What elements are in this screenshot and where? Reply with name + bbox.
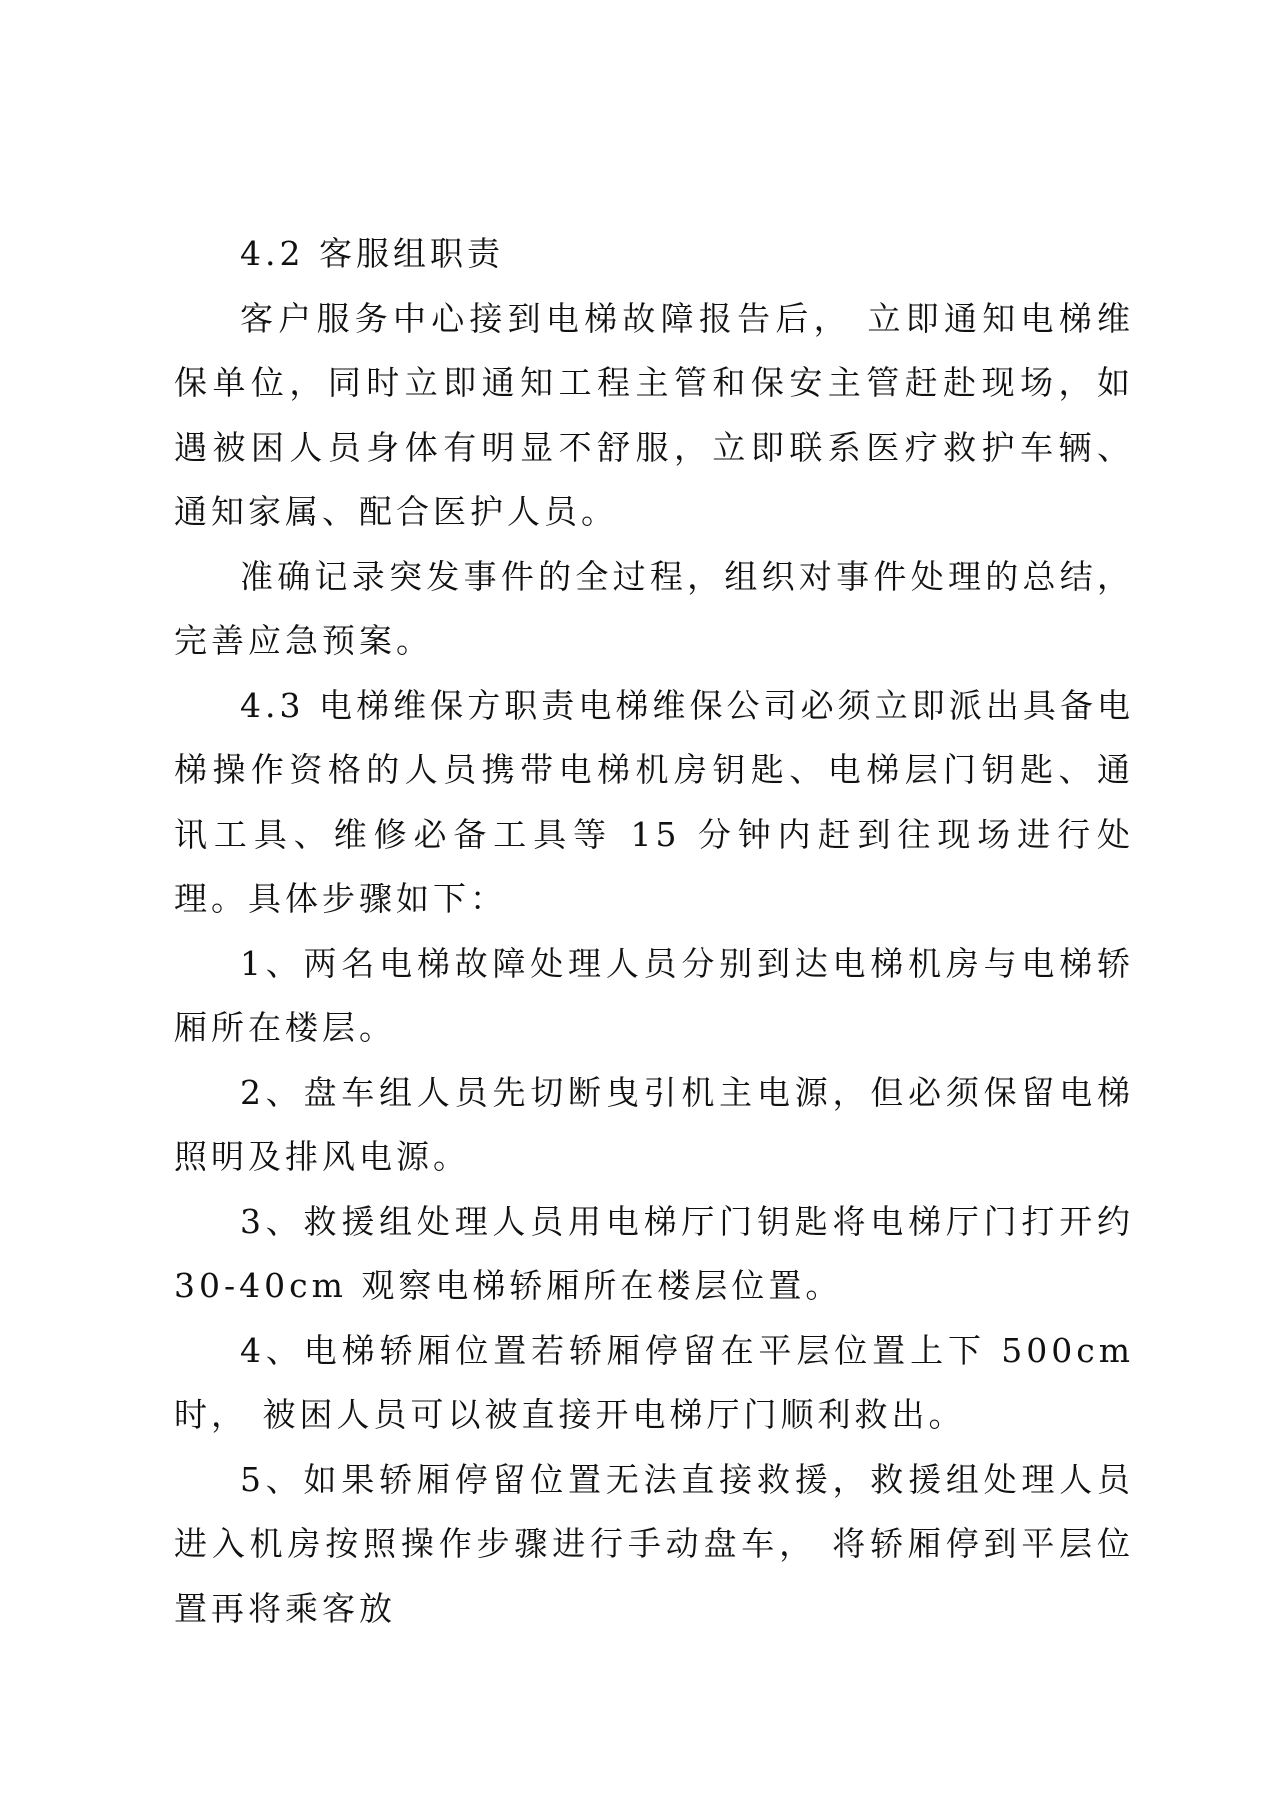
section-heading-4-2: 4.2 客服组职责 [240, 234, 504, 273]
paragraph: 4.3 电梯维保方职责电梯维保公司必须立即派出具备电梯操作资格的人员携带电梯机房钥匙、电梯层门钥匙、通讯工具、维修必备工具等 15 分钟内赶到往现场进行处理。具体步骤如下： [174, 685, 1134, 918]
document-body [174, 222, 1134, 1641]
paragraph: 准确记录突发事件的全过程，组织对事件处理的总结，完善应急预案。 [174, 556, 1134, 660]
step-item: 5、如果轿厢停留位置无法直接救援，救援组处理人员进入机房按照操作步骤进行手动盘车， 将轿厢停到平层位置再将乘客放 [174, 1459, 1134, 1628]
step-item: 1、两名电梯故障处理人员分别到达电梯机房与电梯轿厢所在楼层。 [174, 943, 1134, 1047]
step-item: 3、救援组处理人员用电梯厅门钥匙将电梯厅门打开约 30-40cm 观察电梯轿厢所在楼层位置。 [174, 1201, 1134, 1305]
paragraph: 客户服务中心接到电梯故障报告后， 立即通知电梯维保单位，同时立即通知工程主管和保安主管赶赴现场，如遇被困人员身体有明显不舒服，立即联系医疗救护车辆、通知家属、配合医护人员。 [174, 298, 1134, 531]
step-item: 2、盘车组人员先切断曳引机主电源，但必须保留电梯照明及排风电源。 [174, 1072, 1134, 1176]
step-item: 4、电梯轿厢位置若轿厢停留在平层位置上下 500cm 时， 被困人员可以被直接开电梯厅门顺利救出。 [174, 1330, 1134, 1434]
